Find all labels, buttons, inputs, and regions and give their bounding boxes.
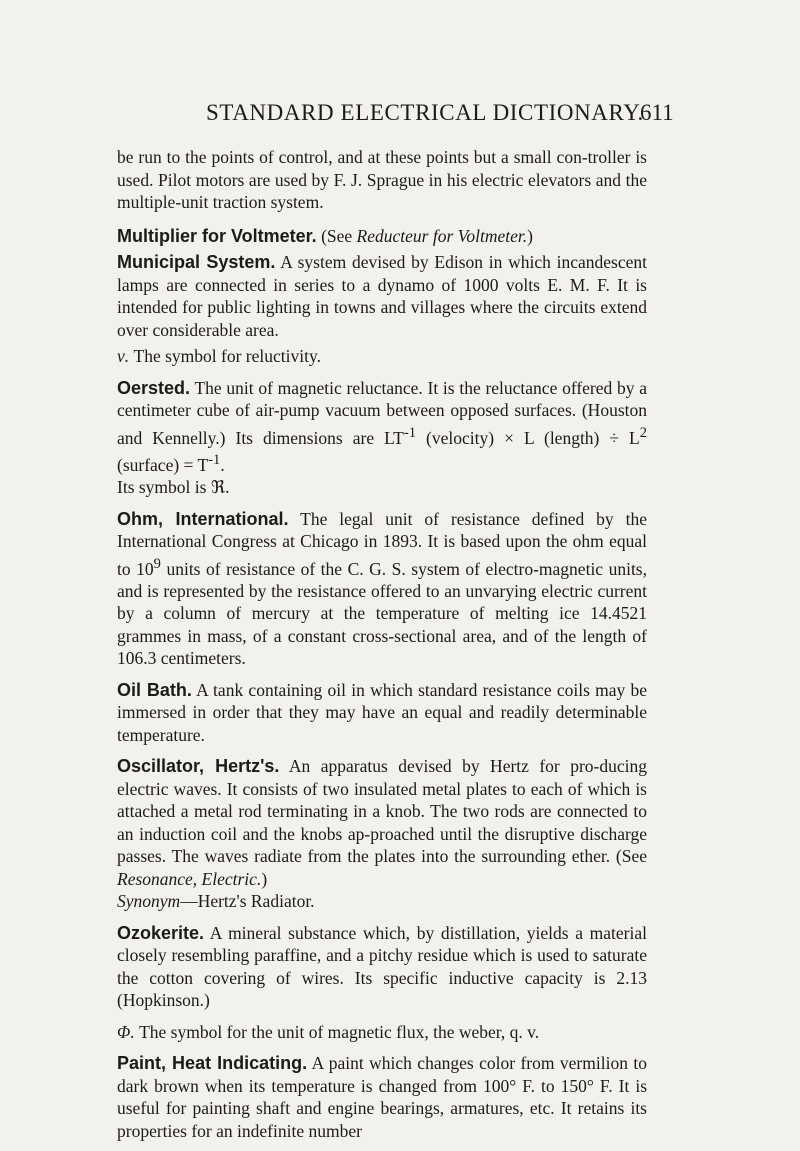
- entry-text: A tank containing oil in which standard resistance coils may be immersed in order that they may have an equal and readily determinable temperature.: [117, 679, 647, 745]
- symbol: ν.: [117, 346, 130, 366]
- exponent: -1: [208, 451, 221, 468]
- entry-oscillator: [117, 755, 647, 913]
- entry-text: A mineral substance which, by distillation, yields a material closely resembling paraffine, and a pitchy residue which is used to saturate the cotton covering of wires. Its specific inductive capacity is 2.13 (Hopkinson.): [117, 922, 647, 1011]
- headword: Paint, Heat Indicating.: [117, 1053, 308, 1074]
- cross-reference: Resonance, Electric.: [117, 868, 262, 889]
- entry-multiplier: [117, 225, 647, 248]
- entry-oersted: [117, 377, 647, 499]
- entry-text: units of resistance of the C. G. S. system of electro-magnetic units, and is represented by the resistance offered to an unvarying electric current by a column of mercury at the temperature of melting ice 14.4521 grammes in mass, of a constant cross-sectional area, and of the length of 106.3 centimeters.: [117, 558, 647, 669]
- symbol: Φ.: [117, 1021, 135, 1042]
- page-body: [117, 146, 647, 1151]
- exponent: 9: [153, 555, 161, 572]
- running-title: STANDARD ELECTRICAL DICTIONARY.: [206, 100, 644, 125]
- entry-nu-symbol: [117, 345, 647, 368]
- synonym-label: Synonym: [117, 891, 181, 912]
- synonym-text: —Hertz's Radiator.: [180, 891, 315, 912]
- entry-text: The symbol for reluctivity.: [133, 346, 321, 366]
- entry-oil-bath: [117, 679, 647, 747]
- entry-municipal-system: [117, 251, 647, 341]
- page-number: 611: [640, 100, 674, 125]
- exponent: -1: [403, 424, 417, 441]
- headword: Oersted.: [117, 377, 191, 398]
- entry-ohm-international: [117, 508, 647, 670]
- entry-text: (surface) = T: [117, 454, 209, 475]
- headword: Municipal System.: [117, 252, 276, 272]
- headword: Ozokerite.: [117, 922, 205, 943]
- entry-text: ): [527, 225, 533, 246]
- headword: Oscillator, Hertz's.: [117, 756, 280, 777]
- cross-reference: Reducteur for Voltmeter.: [356, 225, 528, 246]
- headword: Multiplier for Voltmeter.: [117, 225, 317, 246]
- continuation-paragraph: be run to the points of control, and at these points but a small con-troller is used. Pilot motors are used by F. J. Sprague in his electric elevators and the multiple-unit traction system.: [117, 147, 647, 212]
- entry-text: (See: [321, 225, 357, 246]
- entry-text: The symbol for the unit of magnetic flux, the weber, q. v.: [139, 1021, 540, 1042]
- entry-ozokerite: [117, 922, 647, 1012]
- entry-text: The legal unit of resistance defined by the International Congress at Chicago in 1893. It is based upon the ohm equal to 10: [117, 508, 647, 579]
- entry-text: An apparatus devised by Hertz for pro-ducing electric waves. It consists of two insulated metal plates to each of which is attached a metal rod terminating in a knob. The two rods are connected to an induction coil and the knobs ap-proached until the disruptive discharge passes. The waves radiate from the plates into the surrounding ether. (See: [117, 756, 647, 867]
- entry-text: (velocity) × L (length) ÷ L: [416, 427, 640, 448]
- exponent: 2: [639, 424, 647, 441]
- entry-text: .: [220, 454, 225, 475]
- entry-text: A system devised by Edison in which incandescent lamps are connected in series to a dynamo of 1000 volts E. M. F. It is intended for public lighting in towns and villages where the circuits extend over considerable area.: [117, 252, 647, 340]
- headword: Ohm, International.: [117, 508, 289, 529]
- symbol-line: Its symbol is ℜ.: [117, 477, 230, 498]
- entry-paint-heat-indicating: [117, 1052, 647, 1142]
- entry-phi-symbol: [117, 1021, 647, 1044]
- headword: Oil Bath.: [117, 679, 192, 700]
- entry-text: The unit of magnetic reluctance. It is the reluctance offered by a centimeter cube of air-pump vacuum between opposed surfaces. (Houston and Kennelly.) Its dimensions are LT: [117, 377, 647, 448]
- page-header: [0, 100, 800, 132]
- entry-text: A paint which changes color from vermilion to dark brown when its temperature is changed from 100° F. to 150° F. It is useful for painting shaft and engine bearings, armatures, etc. It retains its properties for an indefinite number: [117, 1053, 647, 1141]
- entry-text: ): [261, 868, 268, 889]
